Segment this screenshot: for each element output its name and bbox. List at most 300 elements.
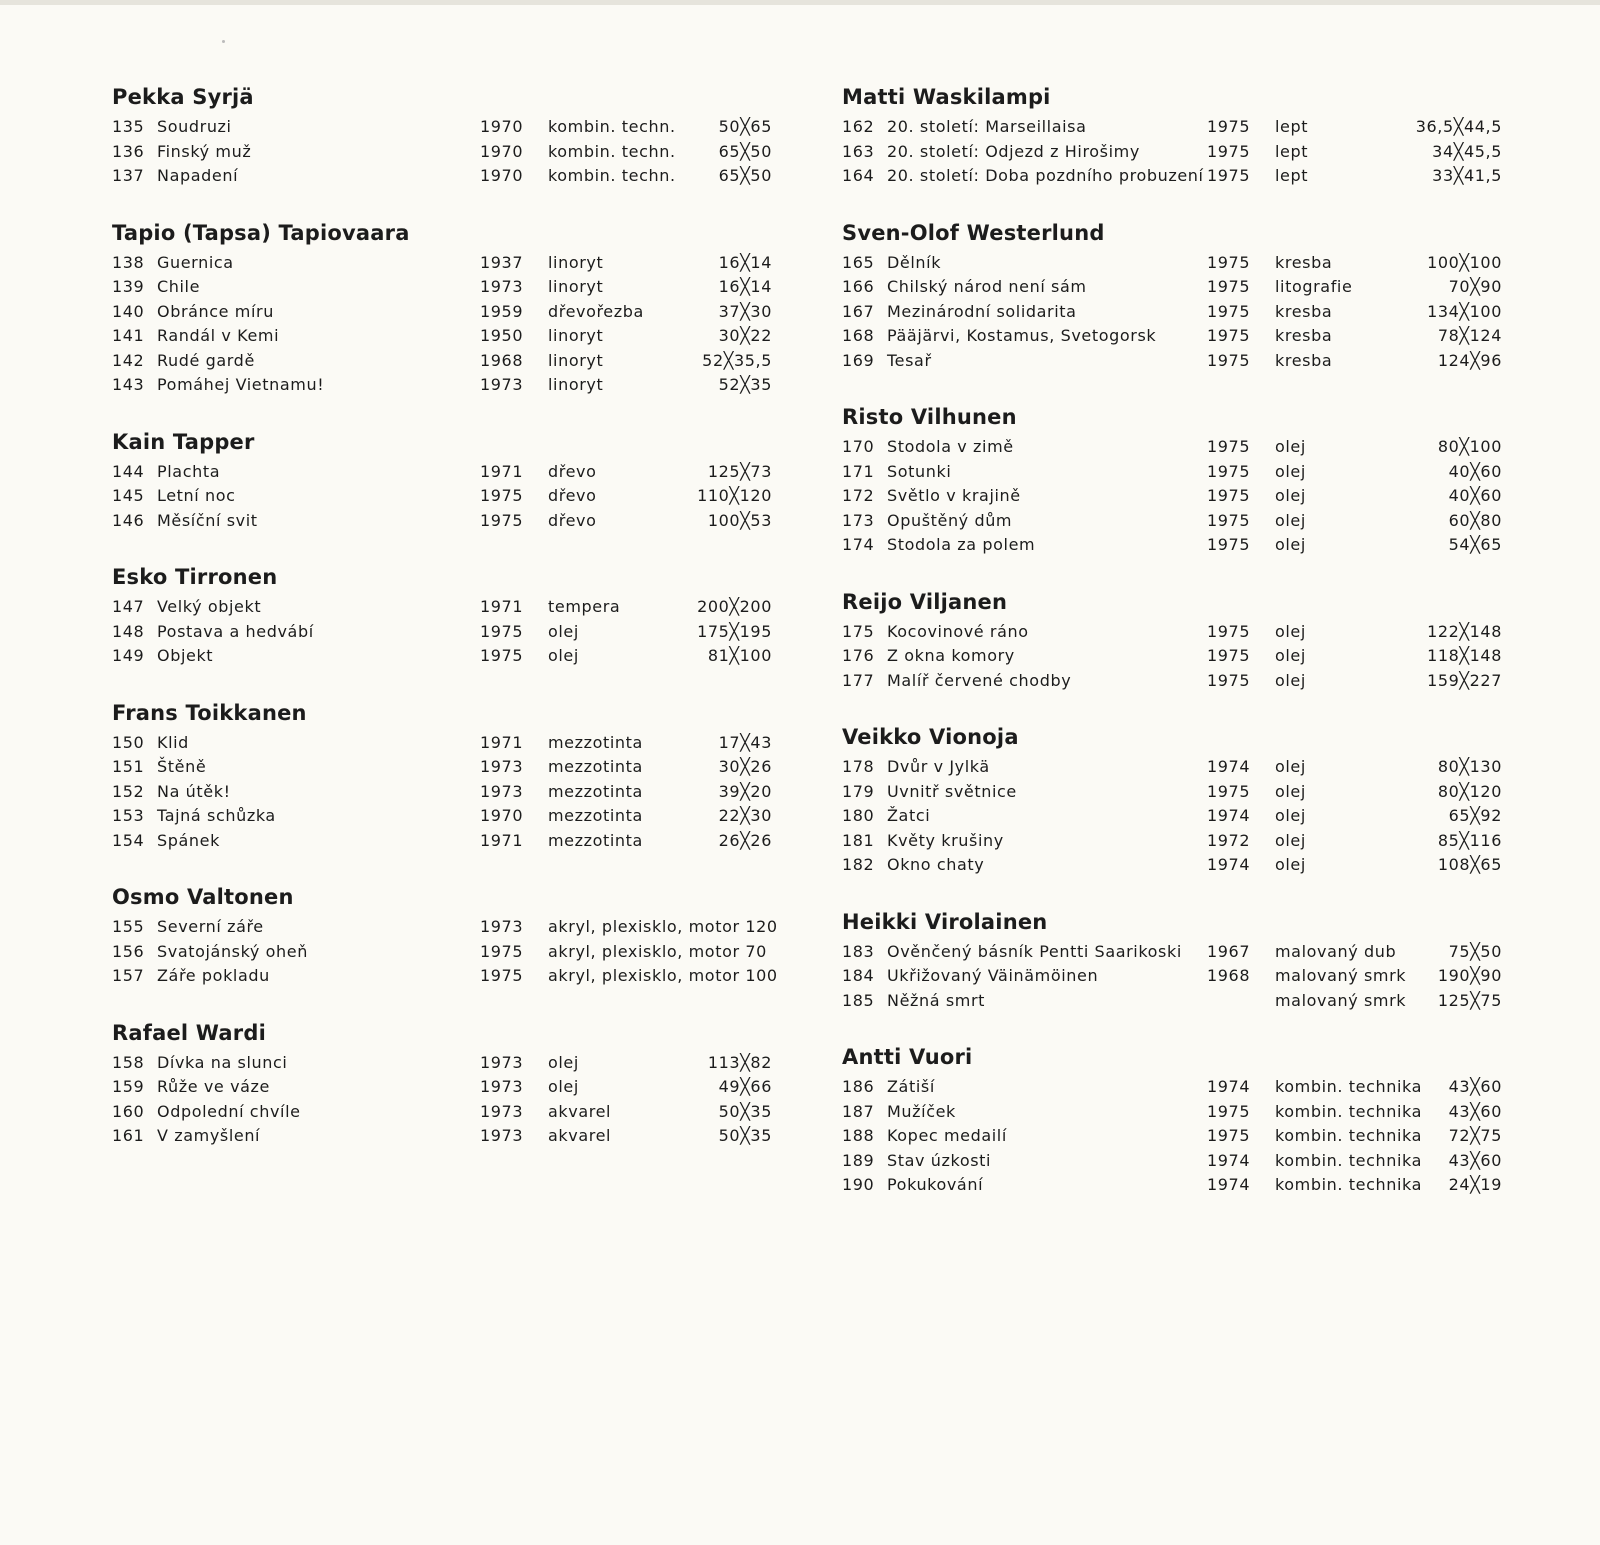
artist-section <box>112 221 792 400</box>
artwork-technique: dřevo <box>548 486 597 505</box>
artwork-title: Pokukování <box>887 1175 984 1194</box>
artwork-number: 183 <box>842 941 875 961</box>
artwork-row <box>112 1077 792 1102</box>
artwork-number: 189 <box>842 1150 875 1170</box>
artwork-number: 188 <box>842 1126 875 1145</box>
artwork-year: 1967 <box>1207 941 1251 961</box>
artwork-technique: mezzotinta <box>548 781 643 801</box>
artist-section <box>842 910 1522 1016</box>
artwork-year: 1975 <box>1207 646 1251 665</box>
artwork-row <box>112 326 792 351</box>
artwork-title: Ověnčený básník Pentti Saarikoski <box>887 941 1182 961</box>
artwork-technique: olej <box>1275 535 1306 554</box>
artwork-title: Sotunki <box>887 461 952 481</box>
artist-name: Antti Vuori <box>842 1045 973 1069</box>
artwork-title: Finský muž <box>157 141 252 161</box>
artwork-technique: mezzotinta <box>548 830 643 850</box>
artwork-technique: mezzotinta <box>548 806 643 825</box>
artwork-number: 137 <box>112 166 145 185</box>
artwork-number: 142 <box>112 350 145 370</box>
artwork-title: Klid <box>157 732 189 752</box>
catalog-column-right <box>842 85 1522 1230</box>
artwork-size: 85╳116 <box>1437 830 1502 850</box>
artwork-row <box>842 942 1522 967</box>
artwork-row <box>112 917 792 942</box>
artwork-size: 65╳92 <box>1448 806 1502 825</box>
artwork-title: Obránce míru <box>157 301 274 321</box>
artist-section <box>842 405 1522 560</box>
artwork-number: 182 <box>842 855 875 874</box>
artwork-year: 1970 <box>480 806 524 825</box>
artwork-size: 118╳148 <box>1427 646 1502 665</box>
artwork-title: Květy krušiny <box>887 830 1004 850</box>
artwork-title: Měsíční svit <box>157 510 258 530</box>
paper-speck <box>222 40 225 43</box>
artwork-title: Plachta <box>157 461 221 481</box>
artwork-title: Objekt <box>157 646 214 665</box>
artwork-row <box>842 646 1522 671</box>
artwork-number: 143 <box>112 375 145 394</box>
artwork-size: 33╳41,5 <box>1432 166 1502 185</box>
artwork-row <box>842 462 1522 487</box>
artwork-size: 108╳65 <box>1437 855 1502 874</box>
artwork-technique: olej <box>1275 781 1306 801</box>
artwork-year: 1975 <box>1207 166 1251 185</box>
artwork-title: Tesař <box>887 350 932 370</box>
artwork-size: 34╳45,5 <box>1432 141 1502 161</box>
artwork-technique: linoryt <box>548 375 604 394</box>
artwork-technique: olej <box>1275 621 1306 641</box>
artwork-size: 40╳60 <box>1448 461 1502 481</box>
artwork-technique: kombin. techn. <box>548 166 676 185</box>
artwork-technique: olej <box>1275 646 1306 665</box>
artwork-size: 80╳120 <box>1437 781 1502 801</box>
artwork-number: 171 <box>842 461 875 481</box>
artwork-size: 24╳19 <box>1448 1175 1502 1194</box>
artwork-size: 81╳100 <box>707 646 772 665</box>
artwork-technique: akryl, plexisklo, motor 70 <box>548 941 767 961</box>
artwork-year: 1975 <box>1207 1126 1251 1145</box>
artwork-size: 49╳66 <box>718 1077 772 1096</box>
artwork-row <box>112 117 792 142</box>
artwork-number: 173 <box>842 510 875 530</box>
artwork-year: 1971 <box>480 732 524 752</box>
artwork-title: Tajná schůzka <box>157 806 276 825</box>
page-top-edge <box>0 0 1600 5</box>
artwork-year: 1975 <box>1207 350 1251 370</box>
artist-section <box>842 725 1522 880</box>
artwork-row <box>842 855 1522 880</box>
artwork-size: 30╳26 <box>718 757 772 776</box>
artwork-year: 1975 <box>480 510 524 530</box>
artist-name: Heikki Virolainen <box>842 909 1048 934</box>
artwork-technique: akvarel <box>548 1101 612 1121</box>
artwork-number: 158 <box>112 1052 145 1072</box>
artwork-number: 187 <box>842 1101 875 1121</box>
artwork-row <box>842 831 1522 856</box>
artwork-number: 180 <box>842 806 875 825</box>
artwork-size: 52╳35,5 <box>702 350 772 370</box>
artwork-size: 39╳20 <box>718 781 772 801</box>
artwork-title: Dvůr v Jylkä <box>887 757 990 776</box>
artwork-title: Mužíček <box>887 1101 956 1121</box>
artwork-row <box>842 1175 1522 1200</box>
artwork-title: Guernica <box>157 252 234 272</box>
artwork-size: 37╳30 <box>718 301 772 321</box>
artwork-number: 190 <box>842 1175 875 1194</box>
artwork-title: Stodola v zimě <box>887 437 1014 456</box>
artwork-year: 1975 <box>480 966 524 985</box>
artwork-number: 144 <box>112 461 145 481</box>
artwork-row <box>842 1102 1522 1127</box>
artwork-size: 26╳26 <box>718 830 772 850</box>
artwork-technique: dřevo <box>548 510 597 530</box>
artwork-year: 1973 <box>480 1126 524 1145</box>
artwork-technique: akryl, plexisklo, motor 100 <box>548 966 778 985</box>
artwork-size: 40╳60 <box>1448 486 1502 505</box>
artist-name: Frans Toikkanen <box>112 700 307 725</box>
artwork-title: Odpolední chvíle <box>157 1101 301 1121</box>
artwork-row <box>842 1151 1522 1176</box>
artwork-title: Severní záře <box>157 917 264 936</box>
artwork-row <box>112 1053 792 1078</box>
artwork-title: Záře pokladu <box>157 966 270 985</box>
artwork-title: Růže ve váze <box>157 1077 270 1096</box>
artwork-technique: olej <box>1275 510 1306 530</box>
artwork-title: Letní noc <box>157 486 236 505</box>
artwork-size: 134╳100 <box>1427 301 1502 321</box>
artwork-row <box>112 831 792 856</box>
artwork-size: 36,5╳44,5 <box>1415 117 1502 136</box>
artwork-technique: linoryt <box>548 350 604 370</box>
artwork-title: Kopec medailí <box>887 1126 1007 1145</box>
artwork-year: 1950 <box>480 326 524 345</box>
artwork-year: 1975 <box>1207 621 1251 641</box>
artwork-year: 1968 <box>480 350 524 370</box>
artwork-year: 1975 <box>1207 277 1251 296</box>
artwork-title: V zamyšlení <box>157 1126 261 1145</box>
artist-name: Osmo Valtonen <box>112 885 294 909</box>
artwork-title: Chilský národ není sám <box>887 277 1087 296</box>
catalog-column-left <box>112 85 792 1181</box>
artwork-row <box>112 511 792 536</box>
artwork-technique: kresba <box>1275 252 1333 272</box>
artwork-size: 70╳90 <box>1448 277 1502 296</box>
artwork-size: 16╳14 <box>718 252 772 272</box>
artwork-title: Chile <box>157 277 201 296</box>
artwork-technique: kombin. technika <box>1275 1101 1423 1121</box>
artwork-year: 1973 <box>480 1052 524 1072</box>
artwork-row <box>842 671 1522 696</box>
artwork-row <box>112 486 792 511</box>
artwork-size: 52╳35 <box>718 375 772 394</box>
artwork-row <box>842 437 1522 462</box>
artwork-technique: kombin. techn. <box>548 117 676 136</box>
artist-section <box>112 701 792 856</box>
artwork-row <box>842 326 1522 351</box>
artwork-technique: kombin. techn. <box>548 141 676 161</box>
artwork-row <box>112 597 792 622</box>
artwork-technique: olej <box>1275 461 1306 481</box>
artwork-row <box>842 966 1522 991</box>
artwork-year: 1975 <box>1207 781 1251 801</box>
artwork-number: 174 <box>842 535 875 554</box>
artwork-technique: olej <box>1275 670 1306 690</box>
artwork-row <box>112 782 792 807</box>
artwork-technique: kombin. technika <box>1275 1126 1423 1145</box>
artwork-size: 78╳124 <box>1437 326 1502 345</box>
artwork-technique: kresba <box>1275 326 1333 345</box>
artwork-year: 1968 <box>1207 966 1251 985</box>
artist-name: Esko Tirronen <box>112 565 278 589</box>
artwork-row <box>112 1102 792 1127</box>
artwork-number: 157 <box>112 966 145 985</box>
artwork-year: 1974 <box>1207 1077 1251 1096</box>
artist-section <box>842 221 1522 376</box>
artwork-technique: olej <box>548 1077 579 1096</box>
artwork-row <box>842 277 1522 302</box>
artwork-number: 145 <box>112 486 145 505</box>
artwork-year: 1975 <box>1207 437 1251 456</box>
artwork-number: 166 <box>842 277 875 296</box>
artwork-row <box>842 511 1522 536</box>
artwork-row <box>112 966 792 991</box>
artwork-year: 1973 <box>480 781 524 801</box>
artwork-technique: olej <box>1275 806 1306 825</box>
artwork-row <box>112 375 792 400</box>
artwork-technique: mezzotinta <box>548 757 643 776</box>
artwork-title: Malíř červené chodby <box>887 670 1072 690</box>
artwork-title: Pääjärvi, Kostamus, Svetogorsk <box>887 326 1157 345</box>
artwork-number: 136 <box>112 141 145 161</box>
artwork-size: 110╳120 <box>697 486 772 505</box>
artwork-size: 100╳100 <box>1427 252 1502 272</box>
artwork-title: 20. století: Marseillaisa <box>887 117 1087 136</box>
artwork-number: 153 <box>112 806 145 825</box>
artwork-row <box>842 1077 1522 1102</box>
artwork-title: Stodola za polem <box>887 535 1036 554</box>
artwork-row <box>842 991 1522 1016</box>
artwork-title: Stav úzkosti <box>887 1150 992 1170</box>
artwork-size: 43╳60 <box>1448 1077 1502 1096</box>
artwork-title: Na útěk! <box>157 781 231 801</box>
artwork-year: 1973 <box>480 375 524 394</box>
artwork-row <box>112 351 792 376</box>
artwork-technique: olej <box>1275 486 1306 505</box>
artwork-technique: dřevořezba <box>548 301 644 321</box>
artwork-year: 1971 <box>480 461 524 481</box>
artwork-title: Pomáhej Vietnamu! <box>157 375 325 394</box>
artwork-year: 1974 <box>1207 757 1251 776</box>
artwork-technique: kresba <box>1275 301 1333 321</box>
artwork-number: 154 <box>112 830 145 850</box>
artwork-year: 1973 <box>480 1077 524 1096</box>
artwork-technique: lept <box>1275 166 1309 185</box>
artwork-year: 1975 <box>1207 510 1251 530</box>
artwork-size: 16╳14 <box>718 277 772 296</box>
artwork-title: Zátiší <box>887 1077 935 1096</box>
artwork-year: 1975 <box>480 941 524 961</box>
artwork-number: 149 <box>112 646 145 665</box>
artwork-row <box>842 757 1522 782</box>
artwork-number: 155 <box>112 917 145 936</box>
artwork-year: 1975 <box>1207 670 1251 690</box>
artwork-year: 1975 <box>1207 141 1251 161</box>
artwork-number: 138 <box>112 252 145 272</box>
artwork-year: 1975 <box>1207 252 1251 272</box>
artwork-size: 65╳50 <box>718 141 772 161</box>
artist-section <box>112 565 792 671</box>
artwork-year: 1937 <box>480 252 524 272</box>
artwork-number: 135 <box>112 117 145 136</box>
artwork-title: Kocovinové ráno <box>887 621 1029 641</box>
artwork-row <box>112 733 792 758</box>
artwork-technique: lept <box>1275 117 1309 136</box>
artwork-number: 163 <box>842 141 875 161</box>
artwork-number: 162 <box>842 117 875 136</box>
artist-section <box>842 1045 1522 1200</box>
artwork-size: 50╳35 <box>718 1126 772 1145</box>
artwork-row <box>112 166 792 191</box>
artwork-year: 1975 <box>1207 535 1251 554</box>
artwork-year: 1975 <box>1207 461 1251 481</box>
artwork-number: 169 <box>842 350 875 370</box>
artwork-technique: lept <box>1275 141 1309 161</box>
artwork-year: 1974 <box>1207 1175 1251 1194</box>
artwork-size: 43╳60 <box>1448 1150 1502 1170</box>
artwork-size: 54╳65 <box>1448 535 1502 554</box>
artwork-number: 150 <box>112 732 145 752</box>
artwork-title: Rudé gardě <box>157 350 255 370</box>
artwork-size: 80╳130 <box>1437 757 1502 776</box>
artwork-number: 165 <box>842 252 875 272</box>
artwork-technique: olej <box>1275 437 1306 456</box>
artist-name: Matti Waskilampi <box>842 85 1051 109</box>
artwork-row <box>842 351 1522 376</box>
artwork-row <box>842 302 1522 327</box>
artwork-size: 100╳53 <box>707 510 772 530</box>
artwork-number: 159 <box>112 1077 145 1096</box>
artwork-size: 65╳50 <box>718 166 772 185</box>
artwork-year: 1970 <box>480 141 524 161</box>
artwork-technique: mezzotinta <box>548 732 643 752</box>
artwork-row <box>112 253 792 278</box>
artwork-row <box>112 757 792 782</box>
artwork-technique: kombin. technika <box>1275 1150 1423 1170</box>
artwork-row <box>842 166 1522 191</box>
artwork-row <box>112 646 792 671</box>
artwork-row <box>112 302 792 327</box>
artwork-title: Napadení <box>157 166 239 185</box>
artwork-row <box>842 142 1522 167</box>
artist-section <box>112 85 792 191</box>
artwork-row <box>112 622 792 647</box>
artwork-title: Spánek <box>157 830 220 850</box>
artwork-year: 1975 <box>480 646 524 665</box>
artwork-number: 167 <box>842 301 875 321</box>
artwork-year: 1959 <box>480 301 524 321</box>
artwork-technique: olej <box>548 1052 579 1072</box>
artwork-number: 161 <box>112 1126 145 1145</box>
artwork-year: 1974 <box>1207 855 1251 874</box>
artwork-technique: olej <box>1275 830 1306 850</box>
artwork-year: 1971 <box>480 597 524 616</box>
artwork-number: 175 <box>842 621 875 641</box>
artwork-year: 1975 <box>1207 117 1251 136</box>
artist-name: Reijo Viljanen <box>842 589 1008 614</box>
artwork-title: 20. století: Doba pozdního probuzení <box>887 166 1204 185</box>
artist-section <box>842 85 1522 191</box>
artwork-year: 1974 <box>1207 1150 1251 1170</box>
artwork-title: Soudruzi <box>157 117 232 136</box>
artwork-size: 43╳60 <box>1448 1101 1502 1121</box>
artwork-title: Z okna komory <box>887 646 1015 665</box>
artwork-title: Randál v Kemi <box>157 326 280 345</box>
artwork-technique: kombin. technika <box>1275 1175 1423 1194</box>
artwork-size: 125╳73 <box>707 461 772 481</box>
artwork-year: 1973 <box>480 757 524 776</box>
artwork-year: 1973 <box>480 917 524 936</box>
artwork-number: 179 <box>842 781 875 801</box>
artwork-size: 60╳80 <box>1448 510 1502 530</box>
artwork-size: 122╳148 <box>1427 621 1502 641</box>
artist-name: Veikko Vionoja <box>842 725 1019 749</box>
artist-name: Sven-Olof Westerlund <box>842 220 1105 245</box>
artwork-title: Štěně <box>157 757 207 776</box>
artwork-size: 124╳96 <box>1437 350 1502 370</box>
artwork-year: 1973 <box>480 277 524 296</box>
artwork-row <box>112 462 792 487</box>
artwork-size: 50╳35 <box>718 1101 772 1121</box>
artwork-number: 140 <box>112 301 145 321</box>
artwork-number: 160 <box>112 1101 145 1121</box>
artwork-technique: linoryt <box>548 326 604 345</box>
artwork-row <box>842 782 1522 807</box>
artwork-row <box>112 1126 792 1151</box>
artwork-year: 1974 <box>1207 806 1251 825</box>
artwork-size: 113╳82 <box>707 1052 772 1072</box>
artwork-number: 172 <box>842 486 875 505</box>
artwork-title: Dívka na slunci <box>157 1052 288 1072</box>
artwork-technique: kresba <box>1275 350 1333 370</box>
artwork-technique: litografie <box>1275 277 1353 296</box>
artist-name: Pekka Syrjä <box>112 85 254 109</box>
artwork-row <box>842 535 1522 560</box>
artwork-row <box>842 1126 1522 1151</box>
artwork-year: 1975 <box>1207 326 1251 345</box>
artwork-year: 1975 <box>480 621 524 641</box>
artwork-technique: olej <box>548 621 579 641</box>
artwork-number: 178 <box>842 757 875 776</box>
artwork-row <box>112 277 792 302</box>
artwork-number: 181 <box>842 830 875 850</box>
artwork-year: 1972 <box>1207 830 1251 850</box>
artwork-number: 164 <box>842 166 875 185</box>
artwork-number: 151 <box>112 757 145 776</box>
artwork-year: 1971 <box>480 830 524 850</box>
artwork-technique: malovaný smrk <box>1275 990 1407 1010</box>
artwork-title: Postava a hedvábí <box>157 621 314 641</box>
artwork-year: 1975 <box>480 486 524 505</box>
artwork-year: 1973 <box>480 1101 524 1121</box>
artwork-title: Uvnitř světnice <box>887 781 1017 801</box>
artwork-size: 175╳195 <box>697 621 772 641</box>
artwork-size: 17╳43 <box>718 732 772 752</box>
artwork-number: 170 <box>842 437 875 456</box>
artwork-technique: olej <box>1275 855 1306 874</box>
artist-section <box>842 590 1522 696</box>
artwork-technique: malovaný smrk <box>1275 966 1407 985</box>
